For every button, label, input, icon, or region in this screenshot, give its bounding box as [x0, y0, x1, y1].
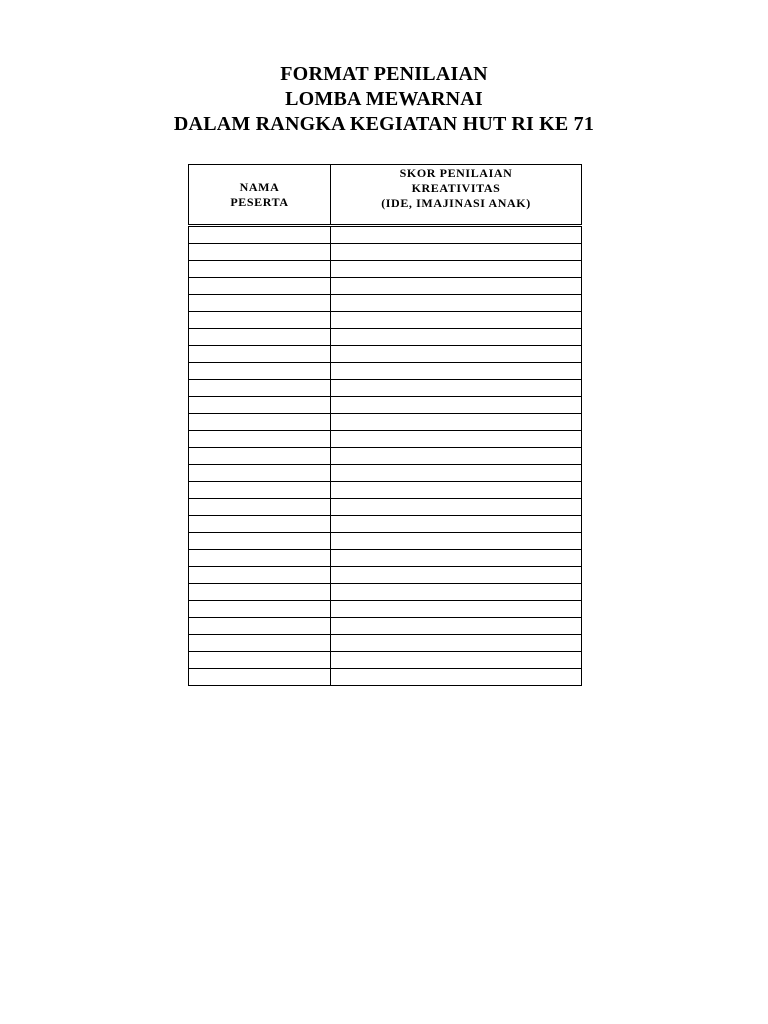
skor-cell[interactable]: [331, 346, 582, 363]
skor-cell[interactable]: [331, 516, 582, 533]
table-row: [189, 295, 582, 312]
skor-cell[interactable]: [331, 397, 582, 414]
header-skor-line-1: SKOR PENILAIAN: [399, 166, 513, 180]
nama-peserta-cell[interactable]: [189, 635, 331, 652]
table-row: [189, 669, 582, 686]
table-row: [189, 363, 582, 380]
table-row: [189, 261, 582, 278]
nama-peserta-cell[interactable]: [189, 533, 331, 550]
nama-peserta-cell[interactable]: [189, 601, 331, 618]
skor-cell[interactable]: [331, 448, 582, 465]
nama-peserta-cell[interactable]: [189, 312, 331, 329]
nama-peserta-cell[interactable]: [189, 226, 331, 244]
skor-cell[interactable]: [331, 533, 582, 550]
skor-cell[interactable]: [331, 550, 582, 567]
nama-peserta-cell[interactable]: [189, 431, 331, 448]
table-row: [189, 482, 582, 499]
nama-peserta-cell[interactable]: [189, 448, 331, 465]
skor-cell[interactable]: [331, 414, 582, 431]
score-table: [188, 164, 582, 686]
skor-cell[interactable]: [331, 465, 582, 482]
skor-cell[interactable]: [331, 618, 582, 635]
skor-cell[interactable]: [331, 312, 582, 329]
skor-cell[interactable]: [331, 226, 582, 244]
table-row: [189, 618, 582, 635]
header-skor-line-2: KREATIVITAS: [411, 181, 501, 195]
title-line-2: LOMBA MEWARNAI: [285, 88, 483, 110]
header-skor-penilaian: [331, 165, 582, 226]
skor-cell[interactable]: [331, 278, 582, 295]
table-row: [189, 635, 582, 652]
table-row: [189, 601, 582, 618]
table-row: [189, 652, 582, 669]
skor-cell[interactable]: [331, 652, 582, 669]
table-row: [189, 380, 582, 397]
table-header-row: [189, 165, 582, 226]
table-row: [189, 226, 582, 244]
skor-cell[interactable]: [331, 363, 582, 380]
nama-peserta-cell[interactable]: [189, 244, 331, 261]
table-row: [189, 465, 582, 482]
table-row: [189, 329, 582, 346]
table-row: [189, 346, 582, 363]
nama-peserta-cell[interactable]: [189, 499, 331, 516]
nama-peserta-cell[interactable]: [189, 482, 331, 499]
nama-peserta-cell[interactable]: [189, 584, 331, 601]
table-row: [189, 431, 582, 448]
nama-peserta-cell[interactable]: [189, 465, 331, 482]
skor-cell[interactable]: [331, 261, 582, 278]
table-body: [189, 226, 582, 686]
skor-cell[interactable]: [331, 669, 582, 686]
nama-peserta-cell[interactable]: [189, 669, 331, 686]
nama-peserta-cell[interactable]: [189, 261, 331, 278]
skor-cell[interactable]: [331, 295, 582, 312]
nama-peserta-cell[interactable]: [189, 414, 331, 431]
header-nama-peserta: [189, 165, 331, 226]
skor-cell[interactable]: [331, 567, 582, 584]
document-title: [0, 62, 768, 137]
table-row: [189, 448, 582, 465]
table-row: [189, 414, 582, 431]
nama-peserta-cell[interactable]: [189, 278, 331, 295]
nama-peserta-cell[interactable]: [189, 550, 331, 567]
table-row: [189, 312, 582, 329]
skor-cell[interactable]: [331, 380, 582, 397]
skor-cell[interactable]: [331, 431, 582, 448]
header-skor-line-3: (IDE, IMAJINASI ANAK): [381, 196, 531, 210]
nama-peserta-cell[interactable]: [189, 363, 331, 380]
table-row: [189, 244, 582, 261]
title-line-3: DALAM RANGKA KEGIATAN HUT RI KE 71: [173, 113, 595, 135]
title-line-1: FORMAT PENILAIAN: [280, 63, 488, 85]
skor-cell[interactable]: [331, 635, 582, 652]
table-row: [189, 550, 582, 567]
nama-peserta-cell[interactable]: [189, 516, 331, 533]
table-row: [189, 567, 582, 584]
nama-peserta-cell[interactable]: [189, 618, 331, 635]
nama-peserta-cell[interactable]: [189, 652, 331, 669]
nama-peserta-cell[interactable]: [189, 346, 331, 363]
nama-peserta-cell[interactable]: [189, 380, 331, 397]
nama-peserta-cell[interactable]: [189, 329, 331, 346]
table-row: [189, 584, 582, 601]
table-row: [189, 499, 582, 516]
nama-peserta-cell[interactable]: [189, 295, 331, 312]
nama-peserta-cell[interactable]: [189, 397, 331, 414]
skor-cell[interactable]: [331, 482, 582, 499]
skor-cell[interactable]: [331, 601, 582, 618]
table-row: [189, 533, 582, 550]
skor-cell[interactable]: [331, 329, 582, 346]
table-row: [189, 278, 582, 295]
header-nama-line-1: NAMA: [239, 179, 280, 194]
skor-cell[interactable]: [331, 584, 582, 601]
skor-cell[interactable]: [331, 499, 582, 516]
header-nama-line-2: PESERTA: [230, 194, 289, 209]
nama-peserta-cell[interactable]: [189, 567, 331, 584]
skor-cell[interactable]: [331, 244, 582, 261]
table-row: [189, 516, 582, 533]
table-row: [189, 397, 582, 414]
